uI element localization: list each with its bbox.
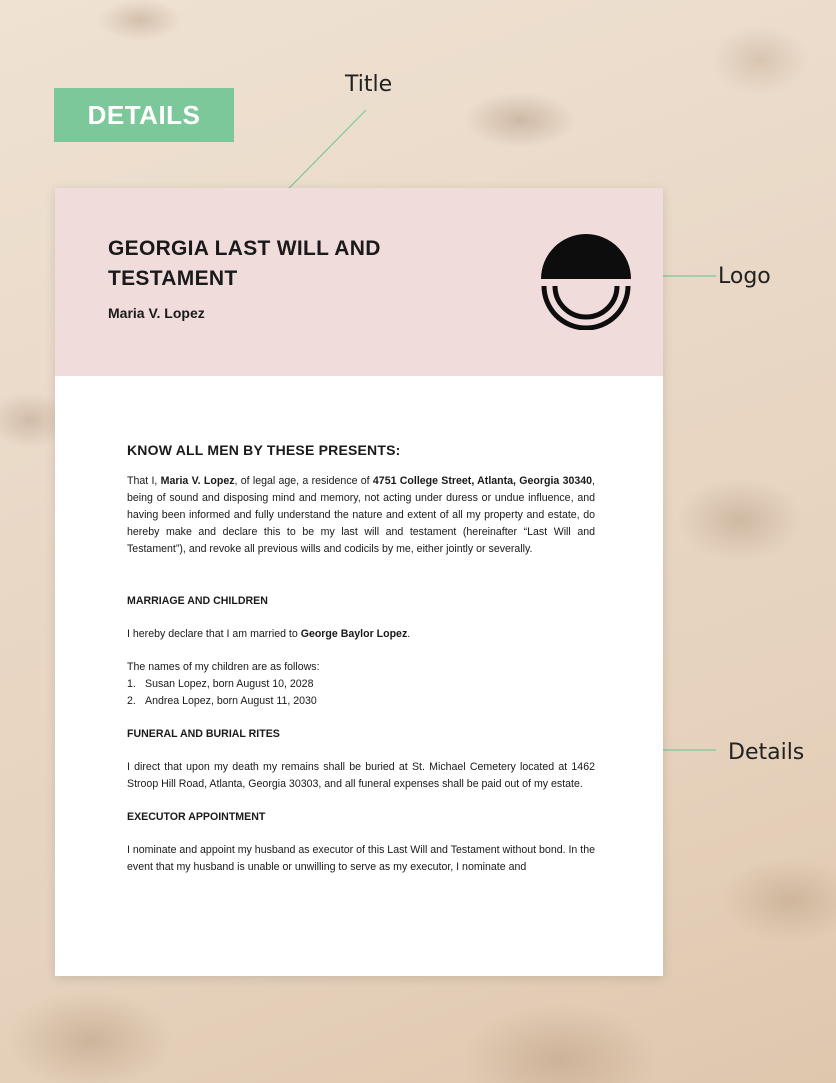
testator-name: Maria V. Lopez (108, 305, 205, 321)
marriage-heading: MARRIAGE AND CHILDREN (127, 595, 268, 607)
intro-testator: Maria V. Lopez (160, 475, 235, 487)
intro-text-3: , being of sound and disposing mind and memory, not acting under duress or undue influence, and having been informed and fully understand the nature and extent of all my property and estate, do hereby make and declare this to be my last will and testament (hereinafter “Last Will and Testament”), and revoke all previous wills and codicils by me, either jointly or severally. (127, 475, 595, 555)
document-header (55, 188, 663, 376)
list-number: 2. (127, 695, 136, 707)
callout-logo: Logo (718, 264, 771, 289)
child-entry: Susan Lopez, born August 10, 2028 (145, 678, 314, 690)
details-badge: DETAILS (54, 88, 234, 142)
intro-text-1: That I, (127, 475, 161, 487)
intro-address: 4751 College Street, Atlanta, Georgia 30340 (372, 475, 593, 487)
funeral-heading: FUNERAL AND BURIAL RITES (127, 728, 280, 740)
list-number: 1. (127, 678, 136, 690)
marriage-declare-suffix: . (407, 628, 411, 640)
executor-heading: EXECUTOR APPOINTMENT (127, 811, 266, 823)
callout-title: Title (345, 72, 393, 97)
document-title: GEORGIA LAST WILL AND TESTAMENT (108, 237, 381, 290)
list-item (127, 693, 595, 710)
funeral-paragraph: I direct that upon my death my remains shall be buried at St. Michael Cemetery located at 1462 Stroop Hill Road, Atlanta, Georgia 30303, and all funeral expenses shall be paid out of my estate. (127, 761, 595, 790)
intro-paragraph (127, 473, 595, 558)
callout-details: Details (728, 740, 805, 765)
marriage-declaration (127, 626, 595, 643)
list-item (127, 676, 595, 693)
executor-paragraph: I nominate and appoint my husband as executor of this Last Will and Testament without bond. In the event that my husband is unable or unwilling to serve as my executor, I nominate and (127, 844, 595, 873)
intro-text-2: , of legal age, a residence of (234, 475, 373, 487)
children-list (127, 676, 595, 710)
children-intro: The names of my children are as follows: (127, 661, 320, 673)
body-heading: KNOW ALL MEN BY THESE PRESENTS: (127, 442, 401, 458)
child-entry: Andrea Lopez, born August 11, 2030 (145, 695, 317, 707)
spouse-name: George Baylor Lopez (300, 628, 408, 640)
smile-logo-icon (538, 232, 634, 330)
document-page (55, 188, 663, 976)
document-body (127, 442, 595, 876)
marriage-declare-prefix: I hereby declare that I am married to (127, 628, 301, 640)
